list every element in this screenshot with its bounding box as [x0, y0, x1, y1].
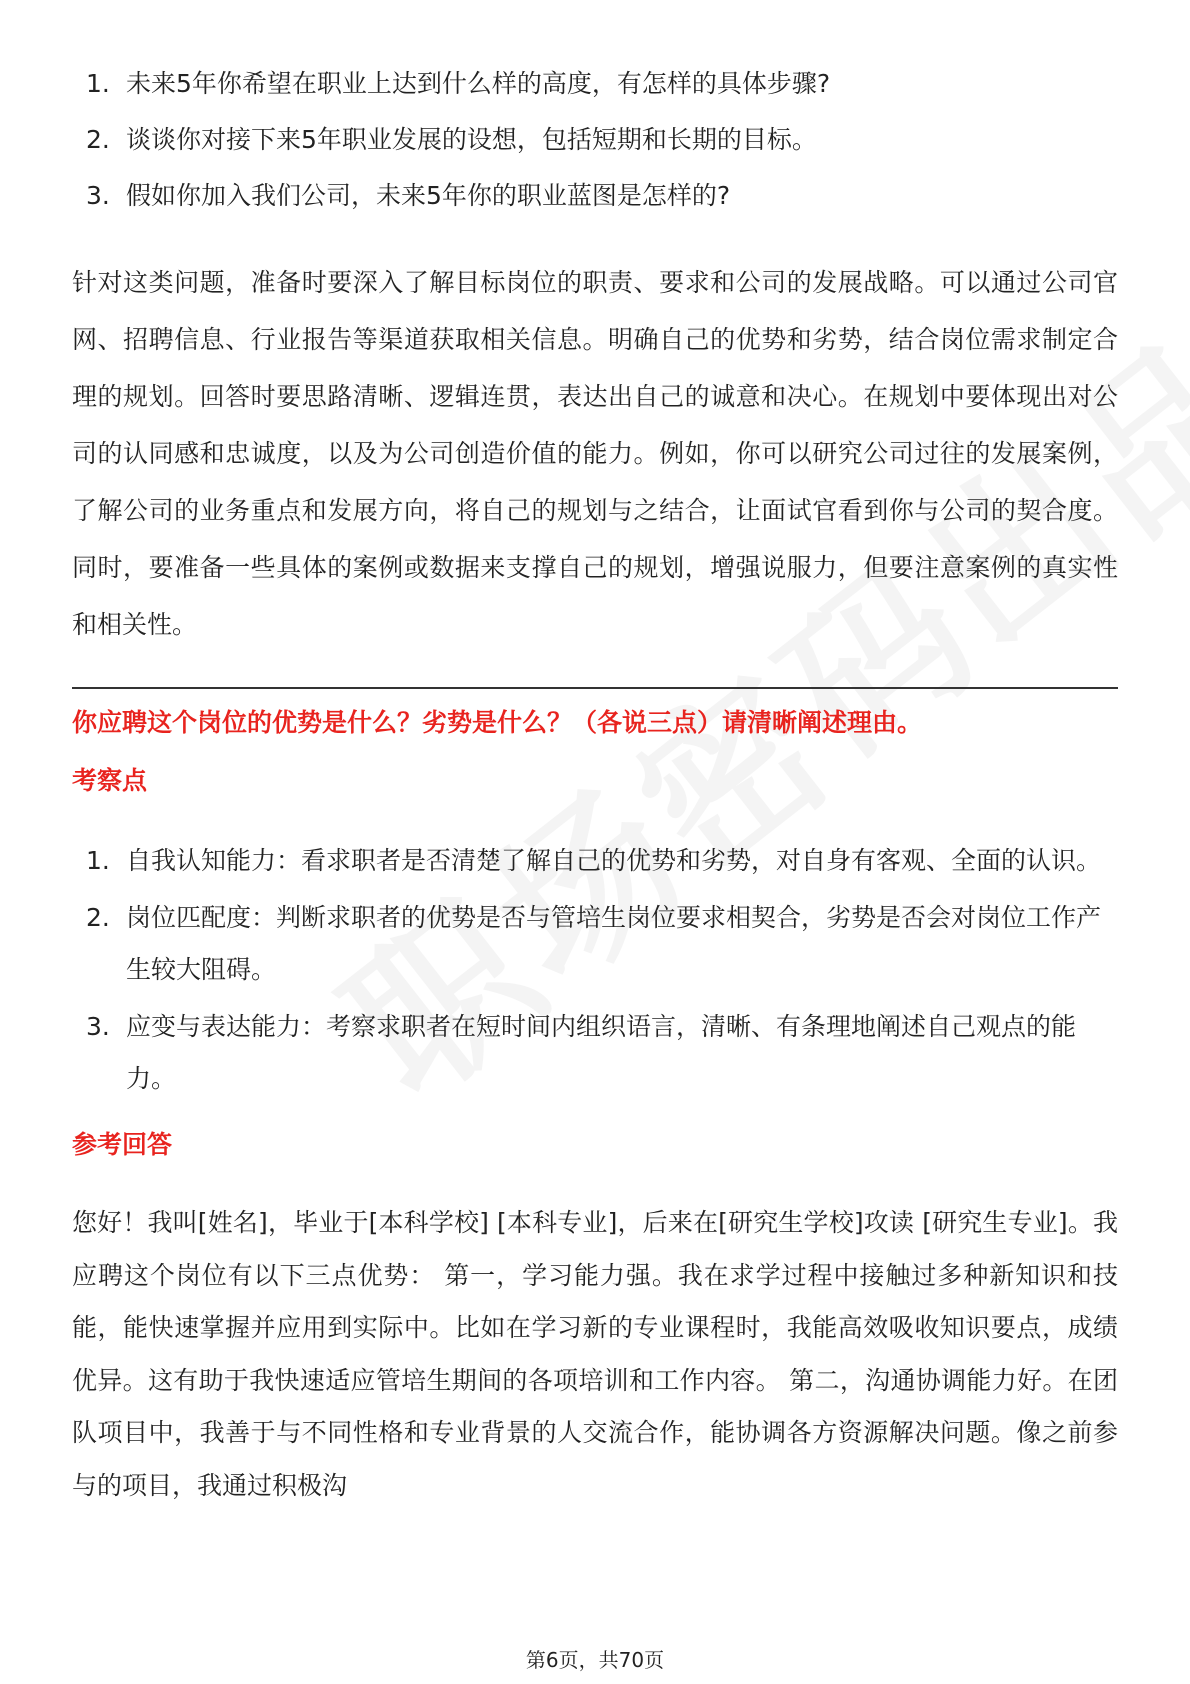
list-number: 3. [86, 1012, 110, 1041]
list-number: 2. [86, 903, 110, 932]
preparation-advice-paragraph: 针对这类问题，准备时要深入了解目标岗位的职责、要求和公司的发展战略。可以通过公司官网、招聘信息、行业报告等渠道获取相关信息。明确自己的优势和劣势，结合岗位需求制定合理的规划。回答时要思路清晰、逻辑连贯，表达出自己的诚意和决心。在规划中要体现出对公司的认同感和忠诚度，以及为公司创造价值的能力。例如，你可以研究公司过往的发展案例，了解公司的业务重点和发展方向，将自己的规划与之结合，让面试官看到你与公司的契合度。同时，要准备一些具体的案例或数据来支撑自己的规划，增强说服力，但要注意案例的真实性和相关性。 [72, 268, 1118, 639]
list-number: 1. [86, 846, 110, 875]
career-plan-question-list [72, 56, 1118, 224]
list-item-text: 未来5年你希望在职业上达到什么样的高度，有怎样的具体步骤? [126, 69, 831, 98]
assessment-points-list [72, 835, 1118, 1105]
list-item [72, 892, 1118, 996]
list-item-text: 假如你加入我们公司，未来5年你的职业蓝图是怎样的? [126, 181, 731, 210]
list-item [72, 1001, 1118, 1105]
reference-answer-heading: 参考回答 [72, 1130, 173, 1159]
interview-question: 你应聘这个岗位的优势是什么？劣势是什么？（各说三点）请清晰阐述理由。 [72, 708, 923, 737]
list-number: 2. [86, 125, 110, 154]
list-number: 1. [86, 69, 110, 98]
list-item [72, 168, 1118, 224]
document-page [72, 0, 1118, 1684]
list-item-text: 应变与表达能力：考察求职者在短时间内组织语言，清晰、有条理地阐述自己观点的能力。 [126, 1012, 1077, 1093]
list-item [72, 56, 1118, 112]
list-item [72, 835, 1118, 887]
list-item [72, 112, 1118, 168]
list-number: 3. [86, 181, 110, 210]
list-item-text: 岗位匹配度：判断求职者的优势是否与管培生岗位要求相契合，劣势是否会对岗位工作产生较大阻碍。 [126, 903, 1102, 984]
reference-answer-paragraph: 您好！我叫[姓名]，毕业于[本科学校] [本科专业]，后来在[研究生学校]攻读 [研究生专业]。我应聘这个岗位有以下三点优势： 第一，学习能力强。我在求学过程中接触过多种新知识和技能，能快速掌握并应用到实际中。比如在学习新的专业课程时，我能高效吸收知识要点，成绩优异。这有助于我快速适应管培生期间的各项培训和工作内容。 第二，沟通协调能力好。在团队项目中，我善于与不同性格和专业背景的人交流合作，能协调各方资源解决问题。像之前参与的项目，我通过积极沟 [72, 1208, 1118, 1500]
page-number-footer: 第6页，共70页 [525, 1648, 665, 1672]
section-divider [72, 687, 1118, 689]
assessment-points-heading: 考察点 [72, 766, 148, 795]
list-item-text: 自我认知能力：看求职者是否清楚了解自己的优势和劣势，对自身有客观、全面的认识。 [126, 846, 1102, 875]
list-item-text: 谈谈你对接下来5年职业发展的设想，包括短期和长期的目标。 [126, 125, 817, 154]
